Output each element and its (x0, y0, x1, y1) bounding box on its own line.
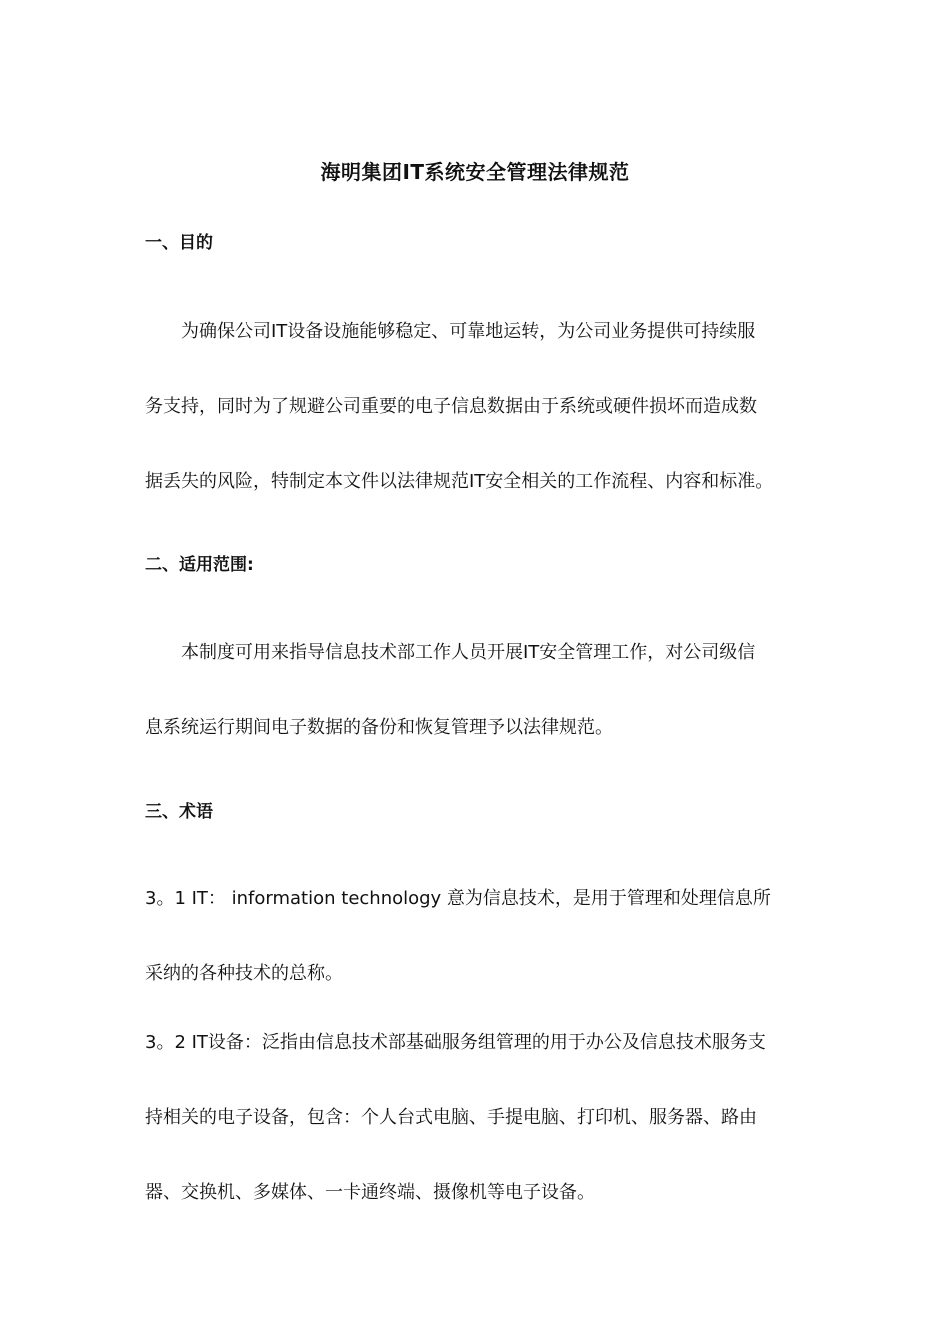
paragraph-line: 3。1 IT： information technology 意为信息技术，是用于管理和处理信息所 (145, 888, 771, 909)
paragraph-line: 器、交换机、多媒体、一卡通终端、摄像机等电子设备。 (145, 1182, 595, 1203)
section-heading-purpose: 一、目的 (145, 233, 213, 253)
document-title: 海明集团IT系统安全管理法律规范 (320, 160, 630, 184)
section-heading-terms: 三、术语 (145, 802, 213, 822)
paragraph-line: 据丢失的风险，特制定本文件以法律规范IT安全相关的工作流程、内容和标准。 (145, 471, 774, 492)
paragraph-line: 采纳的各种技术的总称。 (145, 963, 343, 984)
paragraph-line: 息系统运行期间电子数据的备份和恢复管理予以法律规范。 (145, 717, 613, 738)
paragraph-line: 持相关的电子设备，包含：个人台式电脑、手提电脑、打印机、服务器、路由 (145, 1107, 757, 1128)
paragraph-line: 务支持，同时为了规避公司重要的电子信息数据由于系统或硬件损坏而造成数 (145, 396, 757, 417)
section-heading-scope: 二、适用范围: (145, 555, 254, 575)
paragraph-line: 为确保公司IT设备设施能够稳定、可靠地运转，为公司业务提供可持续服 (181, 321, 756, 342)
paragraph-line: 3。2 IT设备：泛指由信息技术部基础服务组管理的用于办公及信息技术服务支 (145, 1032, 766, 1053)
paragraph-line: 本制度可用来指导信息技术部工作人员开展IT安全管理工作，对公司级信 (181, 642, 756, 663)
